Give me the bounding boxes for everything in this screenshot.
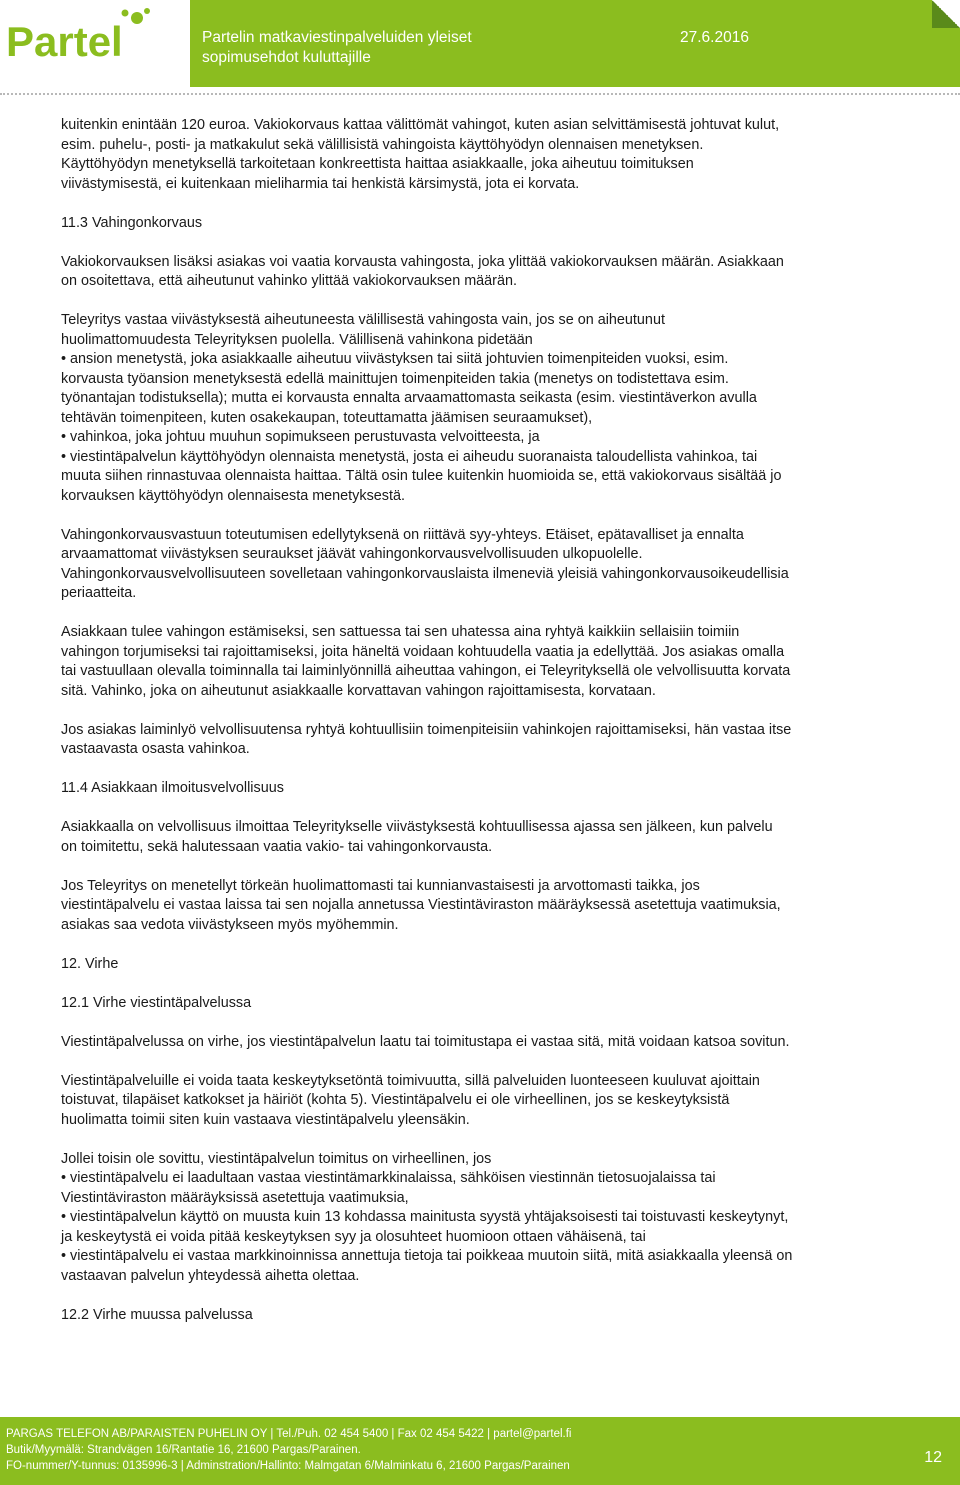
text-line: muuta siihen rinnastuvaa olennaista haittaa. Tältä osin tulee kuitenkin huomioida se, että vakiokorvaus sisältää jo: [61, 468, 782, 484]
text-line: Viestintäviraston määräyksissä asetettuja vaatimuksia,: [61, 1189, 409, 1206]
text-line: huolimatta toimii siten kuin vastaava viestintäpalvelu yleensäkin.: [61, 1111, 470, 1128]
paragraph: [61, 1150, 901, 1287]
text-line: esim. puhelu-, posti- ja matkakulut sekä välillisistä vahingoista käyttöhyödyn olennaisen menetyksen.: [61, 136, 704, 153]
text-line: korvauksen käyttöhyödyn olennaisesta menetyksestä.: [61, 487, 405, 504]
text-line: Vahingonkorvausvelvollisuuteen sovelletaan vahingonkorvauslaista ilmeneviä yleisiä vahingonkorvausoikeudellisia: [61, 565, 789, 582]
text-line: Jos asiakas laiminlyö velvollisuutensa ryhtyä kohtuullisiin toimenpiteisiin vahinkojen rajoittamiseksi, hän vastaa itse: [61, 721, 792, 738]
section-heading-12: 12. Virhe: [61, 955, 119, 972]
section-heading-11-4: 11.4 Asiakkaan ilmoitusvelvollisuus: [61, 780, 284, 796]
bullet-item: • viestintäpalvelu ei laadultaan vastaa viestintämarkkinalaissa, sähköisen viestinnän tietosuojalaissa tai: [61, 1170, 716, 1186]
text-line: on osoitettava, että aiheutunut vahinko ylittää vakiokorvauksen määrän.: [61, 273, 517, 289]
text-line: Vakiokorvauksen lisäksi asiakas voi vaatia korvausta vahingosta, joka ylittää vakiokorvauksen määrän. Asiakkaan: [61, 253, 784, 270]
header-divider: [0, 93, 960, 95]
partel-logo-icon: [4, 4, 184, 68]
paragraph: [61, 311, 901, 506]
text-line: sitä. Vahinko, joka on aiheutunut asiakkaalle korvattavan vahingon rajoittamisesta, korvataan.: [61, 682, 656, 699]
bullet-item: • vahinkoa, joka johtuu muuhun sopimukseen perustuvasta velvoitteesta, ja: [61, 429, 540, 445]
bullet-item: • ansion menetystä, joka asiakkaalle aiheutuu viivästyksen tai siitä johtuvien toimenpiteiden vuoksi, esim.: [61, 351, 729, 367]
page-header: [0, 0, 960, 87]
text-line: arvaamattomat viivästyksen seuraukset jäävät vahingonkorvausvelvollisuuden ulkopuolelle.: [61, 546, 643, 562]
bullet-item: • viestintäpalvelun käyttöhyödyn olennaista menetystä, josta ei aiheudu suoranaista taloudellista vahinkoa, tai: [61, 448, 758, 465]
page-footer: [0, 1417, 960, 1485]
paragraph: [61, 721, 901, 760]
text-line: Jollei toisin ole sovittu, viestintäpalvelun toimitus on virheellinen, jos: [61, 1150, 492, 1167]
paragraph: [61, 526, 901, 604]
footer-address-line: Butik/Myymälä: Strandvägen 16/Rantatie 16, 21600 Pargas/Parainen.: [6, 1444, 361, 1456]
document-title: Partelin matkaviestinpalveluiden yleiset sopimusehdot kuluttajille: [202, 29, 472, 66]
text-line: vastaavan palvelun yhteydessä aihetta olettaa.: [61, 1267, 360, 1284]
document-body: [61, 116, 901, 1325]
paragraph: [61, 623, 901, 701]
svg-text:Partel: Partel: [6, 18, 123, 65]
text-line: toistuvat, tilapäiset katkokset ja häiriöt (kohta 5). Viestintäpalvelu ei ole virheellinen, jos se keskeytyksistä: [61, 1092, 730, 1108]
partel-logo: [0, 0, 190, 87]
text-line: periaatteita.: [61, 585, 137, 601]
text-line: Viestintäpalveluille ei voida taata keskeytyksetöntä toimivuutta, sillä palveluiden luonteeseen kuuluvat ajoittain: [61, 1072, 760, 1089]
text-line: Käyttöhyödyn menetyksellä tarkoitetaan konkreettista haittaa asiakkaalle, joka aiheutuu toimituksen: [61, 156, 694, 172]
text-line: Teleyritys vastaa viivästyksestä aiheutuneesta välillisestä vahingosta vain, jos se on aiheutunut: [61, 312, 665, 328]
paragraph: [61, 877, 901, 936]
paragraph: [61, 818, 901, 857]
paragraph: [61, 253, 901, 292]
text-line: asiakas saa vedota viivästykseen myös myöhemmin.: [61, 916, 399, 933]
bullet-item: • viestintäpalvelun käyttö on muusta kuin 13 kohdassa mainitusta syystä yhtäjaksoisesti tai toistuvasti keskeytynyt,: [61, 1209, 789, 1225]
text-line: tai vastuullaan olevalla toiminnalla tai laiminlyönnillä aiheuttaa vahingon, ei Teleyrityksellä ole velvollisuutta korvata: [61, 663, 791, 679]
text-line: Viestintäpalvelussa on virhe, jos viestintäpalvelun laatu tai toimitustapa ei vastaa sitä, mitä voidaan katsoa sovitun.: [61, 1033, 790, 1050]
text-line: Asiakkaalla on velvollisuus ilmoittaa Teleyritykselle viivästyksestä kohtuullisessa ajassa sen jälkeen, kun palvelu: [61, 819, 773, 835]
paragraph: [61, 116, 901, 194]
text-line: vastaavasta osasta vahinkoa.: [61, 741, 250, 757]
page-number: 12: [924, 1449, 942, 1466]
page-corner-fold: [932, 0, 960, 28]
paragraph: [61, 1072, 901, 1131]
text-line: on toimitettu, sekä halutessaan vaatia vakio- tai vahingonkorvausta.: [61, 838, 493, 855]
text-line: vahingon torjumiseksi tai rajoittamiseksi, joita häneltä voidaan kohtuudella vaatia ja edellyttää. Jos asiakas omalla: [61, 643, 785, 660]
section-heading-12-1: 12.1 Virhe viestintäpalvelussa: [61, 994, 252, 1011]
footer-contact-line: PARGAS TELEFON AB/PARAISTEN PUHELIN OY | Tel./Puh. 02 454 5400 | Fax 02 454 5422 | partel@partel.fi: [6, 1428, 572, 1440]
footer-business-id-line: FO-nummer/Y-tunnus: 0135996-3 | Adminstration/Hallinto: Malmgatan 6/Malminkatu 6, 21600 Pargas/Parainen: [6, 1460, 570, 1472]
document-date: 27.6.2016: [680, 29, 749, 46]
bullet-item: • viestintäpalvelu ei vastaa markkinoinnissa annettuja tietoja tai poikkeaa muutoin siitä, mitä asiakkaalla yleensä on: [61, 1248, 793, 1264]
section-heading-12-2: 12.2 Virhe muussa palvelussa: [61, 1306, 253, 1323]
text-line: korvausta työansion menetyksestä edellä mainittujen toimenpiteiden takia (menetys on todistettava esim.: [61, 370, 729, 387]
text-line: huolimattomuudesta Teleyrityksen puolella. Välillisenä vahinkona pidetään: [61, 331, 533, 348]
text-line: Vahingonkorvausvastuun toteutumisen edellytyksenä on riittävä syy-yhteys. Etäiset, epätavalliset ja ennalta: [61, 526, 744, 543]
paragraph: [61, 1033, 901, 1053]
header-title-bar: [190, 0, 960, 87]
text-line: tehtävän toimenpiteen, kuten osakekaupan, toteuttamatta jäämisen seuraamukset),: [61, 409, 593, 426]
section-heading-11-3: 11.3 Vahingonkorvaus: [61, 214, 203, 231]
text-line: Jos Teleyritys on menetellyt törkeän huolimattomasti tai kunnianvastaisesti ja arvottomasti taikka, jos: [61, 877, 700, 894]
text-line: Asiakkaan tulee vahingon estämiseksi, sen sattuessa tai sen uhatessa aina ryhtyä kaikkiin sellaisiin toimiin: [61, 624, 740, 640]
text-line: työnantajan todistuksella); mutta ei korvausta ennalta arvaamattomasta seikasta (esim. viestintäverkon avulla: [61, 390, 757, 406]
company-info: [6, 1426, 571, 1474]
text-line: kuitenkin enintään 120 euroa. Vakiokorvaus kattaa välittömät vahingot, kuten asian selvittämisestä johtuvat kulut,: [61, 117, 780, 133]
text-line: viestintäpalvelu ei vastaa laissa tai sen nojalla annetussa Viestintäviraston määräyksessä asetettuja vaatimuksia,: [61, 897, 781, 913]
text-line: ja keskeytystä ei voida pitää keskeytyksen syy ja olosuhteet huomioon ottaen vähäisenä, tai: [61, 1228, 646, 1245]
text-line: viivästymisestä, ei kuitenkaan mieliharmia tai henkistä kärsimystä, jota ei korvata.: [61, 175, 580, 192]
